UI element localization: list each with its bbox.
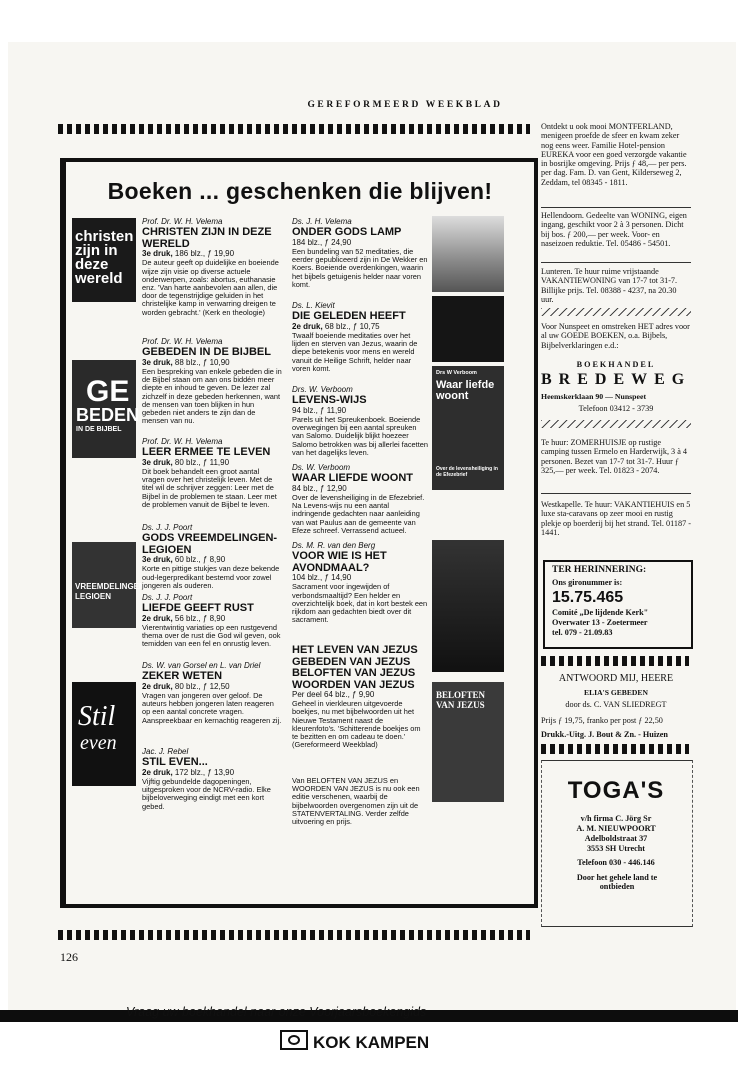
page-number: 126 <box>60 950 78 964</box>
togas-city: 3553 SH Utrecht <box>586 844 646 853</box>
divider <box>541 207 691 208</box>
giro-heading: TER HERINNERING: <box>552 565 647 575</box>
giro-number: 15.75.465 <box>552 589 624 606</box>
book-gods-vreemdelingen-legioen: Ds. J. J. Poort GODS VREEMDELINGEN-LEGIOEN 3e druk, 60 blz., ƒ 8,90 Korte en pittige stukjes van deze bekende oud-legerpredikant bestemd voor zowel jongeren als ouderen. <box>142 523 280 590</box>
cover-die-geleden-heeft <box>432 296 504 362</box>
cover-beloften-van-jezus: BELOFTEN VAN JEZUS <box>432 682 504 802</box>
togas-note: Door het gehele land te ontbieden <box>576 873 658 892</box>
book-levens-wijs: Drs. W. Verboom LEVENS-WIJS 94 blz., ƒ 11,90 Parels uit het Spreukenboek. Boeiende overwegingen bij een aantal spreuken van Salomo. Duidelijk blijkt hoezeer Salomo betrokken was bij allerlei facetten van het dagelijks leven. <box>292 385 428 457</box>
cover-christen-zijn: christen zijn in deze wereld <box>72 218 136 302</box>
ad-title: Boeken ... geschenken die blijven! <box>107 178 493 204</box>
cover-onder-gods-lamp <box>432 216 504 292</box>
book-printer: Drukk.-Uitg. J. Bout & Zn. - Huizen <box>541 730 668 739</box>
divider-wavy <box>541 420 691 428</box>
giro-committee: Comité „De lijdende Kerk" <box>552 608 649 617</box>
classified-hellendoorn: Hellendoorn. Gedeelte van WONING, eigen ingang, geschikt voor 2 à 3 personen. Dicht bij bos. ƒ 200,— per week. Voor- en naseizoen reduktie. Tel. 05486 - 54501. <box>541 211 687 248</box>
cover-gebeden: GE BEDEN IN DE BIJBEL <box>72 360 136 458</box>
classified-bredeweg: BREDEWEG <box>541 371 692 388</box>
togas-title: TOGA'S <box>567 777 665 804</box>
classified-westkapelle: Westkapelle. Te huur: VAKANTIEHUIS en 5 luxe sta-caravans op zeer mooi en rustig plekje op boerderij bij het strand. Tel. 01187 - 1441. <box>541 500 691 537</box>
book-leven-van-jezus-series: HET LEVEN VAN JEZUS GEBEDEN VAN JEZUS BELOFTEN VAN JEZUS WOORDEN VAN JEZUS Per deel 64 blz., ƒ 9,90 Geheel in vierkleuren uitgevoerde boekjes, nu met bijbelwoorden uit het Nieuwe Testament naast de kleurenfoto's. 'Schitterende boekjes om te bezitten en om cadeau te doen.' (Gereformeerd Weekblad) <box>292 644 421 750</box>
classified-boekhandel-intro: Voor Nunspeet en omstreken HET adres voor al uw GOEDE BOEKEN, o.a. Bijbels, Bijbelverklaringen e.d.: <box>541 322 690 350</box>
publisher-logo: KOK KAMPEN <box>280 1030 429 1053</box>
classified-boekhandel-label: BOEKHANDEL <box>576 360 656 369</box>
divider <box>541 262 691 263</box>
decorative-border-right <box>541 656 689 666</box>
book-voor-wie-is-het-avondmaal: Ds. M. R. van den Berg VOOR WIE IS HET AVONDMAAL? 104 blz., ƒ 14,90 Sacrament voor ingewijden of verbondsmaaltijd? Een helder en overzichtelijk boek, dat in kort bestek een rijkdom aan gedachten biedt over dit sacrament. <box>292 541 428 625</box>
book-gebeden-in-de-bijbel: Prof. Dr. W. H. Velema GEBEDEN IN DE BIJBEL 3e druk, 88 blz., ƒ 10,90 Een bespreking van enkele gebeden die in de Bijbel staan om aan ons biddén meer diepte en inhoud te geven. De lezer zal zichzelf in deze gebeden herkennen, want de mensen van toen blijken in hun gebeden niet anders te zijn dan de mensen van nu. <box>142 337 282 426</box>
togas-phone: Telefoon 030 - 446.146 <box>577 858 655 867</box>
book-price: Prijs ƒ 19,75, franko per post ƒ 22,50 <box>541 716 663 725</box>
book-waar-liefde-woont: Ds. W. Verboom WAAR LIEFDE WOONT 84 blz., ƒ 12,90 Over de levensheiliging in de Efezebrief. Na Levens-wijs nu een aantal indringende gedachten naar aanleiding van wat Paulus aan de gemeente van Efeze schreef. Verrassend actueel. <box>292 463 425 535</box>
divider <box>541 493 691 494</box>
book-elias-gebeden: ELIA'S GEBEDEN <box>584 688 648 697</box>
decorative-border-top <box>58 124 530 134</box>
book-onder-gods-lamp: Ds. J. H. Velema ONDER GODS LAMP 184 blz., ƒ 24,90 Een bundeling van 52 meditaties, die eerder gepubliceerd zijn in De Wekker en Koers. Boeiende overdenkingen, waarin het bijbels getuigenis helder naar voren komt. <box>292 217 428 289</box>
classified-lunteren: Lunteren. Te huur ruime vrijstaande VAKANTIEWONING van 17-7 tot 31-7. Billijke prijs. Tel. 08388 - 4237, na 20.30 uur. <box>541 267 678 304</box>
book-statenvertaling-note: Van BELOFTEN VAN JEZUS en WOORDEN VAN JEZUS is nu ook een editie verschenen, waarbij de bijbelwoorden overgenomen zijn uit de STATENVERTALING. Verder zelfde uitvoering en prijs. <box>292 776 420 827</box>
decorative-border-right-2 <box>541 744 689 754</box>
book-leer-ermee-te-leven: Prof. Dr. W. H. Velema LEER ERMEE TE LEVEN 3e druk, 80 blz., ƒ 11,90 Dit boek behandelt een groot aantal vragen over het christelijk leven. Met de titel wil de schrijver zeggen: Leer met de Bijbel in de problemen te staan. Leer met de problemen vanuit de Bijbel te leven. <box>142 437 277 509</box>
book-christen-zijn: Prof. Dr. W. H. Velema CHRISTEN ZIJN IN DEZE WERELD 3e druk, 186 blz., ƒ 19,90 De auteur geeft op duidelijke en boeiende wijze zijn visie op diverse actuele onderwerpen, zoals: abortus, euthanasie enz. 'Van harte aanbevolen aan allen, die door de tegenstrijdige geluiden in het christelijke kamp in verwarring dreigen te worden gebracht.' (Kerk en theologie) <box>142 217 279 317</box>
cover-waar-liefde-woont: Drs W Verboom Waar liefde woont Over de levensheiliging in de Efezebrief <box>432 366 504 490</box>
book-antwoord-mij-heere: ANTWOORD MIJ, HEERE <box>558 673 674 684</box>
classified-bredeweg-address: Heemskerklaan 90 — Nunspeet <box>541 392 647 401</box>
giro-address: Overwater 13 - Zoetermeer <box>552 618 648 627</box>
masthead: GEREFORMEERD WEEKBLAD <box>307 100 503 110</box>
cover-vreemdelingen-legioen: VREEMDELINGEN LEGIOEN <box>72 542 136 628</box>
divider-wavy <box>541 308 691 316</box>
decorative-border-bottom <box>58 930 530 940</box>
kok-logo-icon <box>280 1030 308 1050</box>
book-author: door ds. C. VAN SLIEDREGT <box>565 700 667 709</box>
togas-company: A. M. NIEUWPOORT <box>576 824 656 833</box>
book-stil-even: Jac. J. Rebel STIL EVEN... 2e druk, 172 blz., ƒ 13,90 Vijftig gebundelde dagopeningen, uitgesproken voor de NCRV-radio. Elke bijbeloverweging eindigt met een kort gebed. <box>142 747 271 811</box>
book-zeker-weten: Ds. W. van Gorsel en L. van Driel ZEKER WETEN 2e druk, 80 blz., ƒ 12,50 Vragen van jongeren over geloof. De auteurs hebben jongeren laten reageren op een aantal concrete vragen. Aanspreekbaar en kernachtig reageren zij. <box>142 661 282 725</box>
cover-stil-even: Stil even <box>72 682 136 786</box>
togas-former: v/h firma C. Jörg Sr <box>580 814 652 823</box>
classified-bredeweg-phone: Telefoon 03412 - 3739 <box>578 404 654 413</box>
classified-zomerhuisje: Te huur: ZOMERHUISJE op rustige camping tussen Ermelo en Harderwijk, 3 à 4 personen. Bezet van 17-7 tot 31-7. Huur ƒ 325,— per week. Tel. 01823 - 2074. <box>541 438 687 475</box>
giro-phone: tel. 079 - 21.09.83 <box>552 628 613 637</box>
togas-street: Adelboldstraat 37 <box>584 834 648 843</box>
giro-subheading: Ons gironummer is: <box>552 578 623 587</box>
book-liefde-geeft-rust: Ds. J. J. Poort LIEFDE GEEFT RUST 2e druk, 56 blz., ƒ 8,90 Vierentwintig variaties op een rustgevend thema over de rust die God wil geven, ook temidden van een fel en onrustig leven. <box>142 593 281 649</box>
ad-footer-text: Vraag uw boekhandel naar onze Voorjaarsboekengids <box>126 1005 427 1019</box>
book-die-geleden-heeft: Ds. L. Kievit DIE GELEDEN HEEFT 2e druk, 68 blz., ƒ 10,75 Twaalf boeiende meditaties over het lijden en sterven van Jezus, waarin de diepe betekenis voor mens en wereld vanuit de Heilige Schrift, helder naar voren komt. <box>292 301 418 373</box>
classified-montferland: Ontdekt u ook mooi MONTFERLAND, menigeen proefde de sfeer en kwam zeker nog eens weer. Familie Hotel-pension EUREKA voor een goed verzorgde vakantie in bosrijke omgeving. Prijs ƒ 48,— per pers. per dag. Fam. D. van Gent, Kilderseweg 2, Zeddam, tel 08345 - 1811. <box>541 122 687 187</box>
top-margin <box>0 0 738 44</box>
cover-voor-wie-is-het-avondmaal <box>432 540 504 672</box>
